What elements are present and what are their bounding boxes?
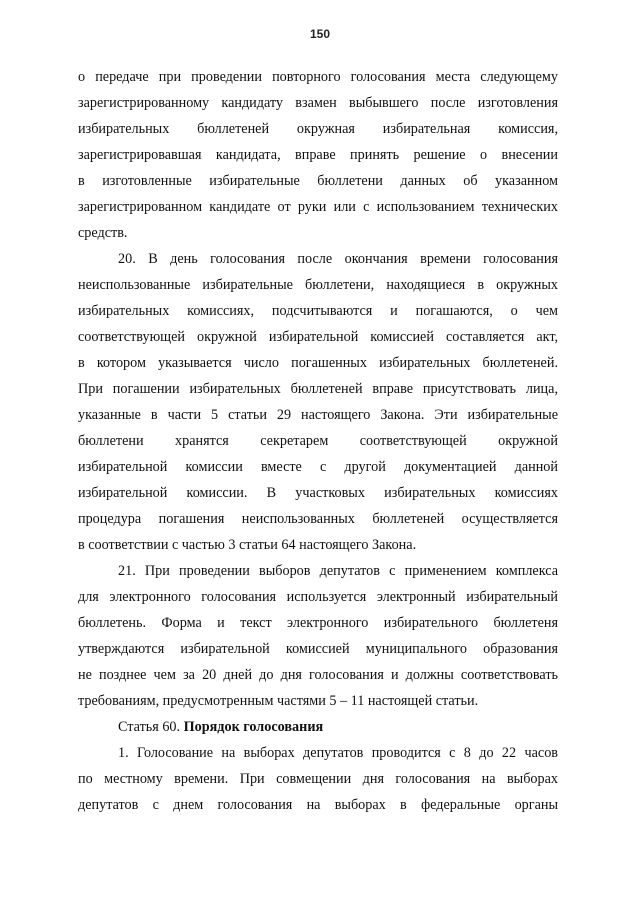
text-line: о передаче при проведении повторного голосования места следующему [78, 69, 558, 85]
text-line: неиспользованные избирательные бюллетени, находящиеся в окружных [78, 277, 558, 293]
article-heading-title: Порядок голосования [183, 719, 324, 735]
text-line: по местному времени. При совмещении дня голосования на выборах [78, 771, 558, 787]
text-line: утверждаются избирательной комиссией муниципального образования [78, 641, 558, 657]
text-line: в изготовленные избирательные бюллетени данных об указанном [78, 173, 558, 189]
text-line: бюллетень. Форма и текст электронного избирательного бюллетеня [78, 615, 558, 631]
text-line: избирательной комиссии вместе с другой документацией данной [78, 459, 558, 475]
text-line: для электронного голосования используется электронный избирательный [78, 589, 558, 605]
text-line: в котором указывается число погашенных избирательных бюллетеней. [78, 355, 558, 371]
paragraph-21-first-line: 21. При проведении выборов депутатов с применением комплекса [118, 563, 558, 579]
text-line: При погашении избирательных бюллетеней вправе присутствовать лица, [78, 381, 558, 397]
text-line: избирательной комиссии. В участковых избирательных комиссиях [78, 485, 558, 501]
page-number: 150 [309, 27, 331, 41]
text-line: бюллетени хранятся секретарем соответствующей окружной [78, 433, 558, 449]
text-line: соответствующей окружной избирательной комиссией составляется акт, [78, 329, 558, 345]
paragraph-20-first-line: 20. В день голосования после окончания времени голосования [118, 251, 558, 267]
text-line: зарегистрированному кандидату взамен выбывшего после изготовления [78, 95, 558, 111]
document-body [78, 64, 558, 818]
text-line: не позднее чем за 20 дней до дня голосования и должны соответствовать [78, 667, 558, 683]
text-line: зарегистрировавшая кандидата, вправе принять решение о внесении [78, 147, 558, 163]
text-line: зарегистрированном кандидате от руки или с использованием технических [78, 199, 558, 215]
text-line: в соответствии с частью 3 статьи 64 настоящего Закона. [78, 537, 417, 553]
paragraph-1-first-line: 1. Голосование на выборах депутатов проводится с 8 до 22 часов [118, 745, 558, 761]
text-line: средств. [78, 225, 128, 241]
text-line: депутатов с днем голосования на выборах в федеральные органы [78, 797, 558, 813]
text-line: указанные в части 5 статьи 29 настоящего Закона. Эти избирательные [78, 407, 558, 423]
article-60-heading [78, 714, 558, 740]
article-heading-prefix: Статья 60. [118, 719, 184, 735]
text-line: избирательных бюллетеней окружная избирательная комиссия, [78, 121, 558, 137]
text-line: избирательных комиссиях, подсчитываются и погашаются, о чем [78, 303, 558, 319]
text-line: процедура погашения неиспользованных бюллетеней осуществляется [78, 511, 558, 527]
text-line: требованиям, предусмотренным частями 5 – 11 настоящей статьи. [78, 693, 479, 709]
